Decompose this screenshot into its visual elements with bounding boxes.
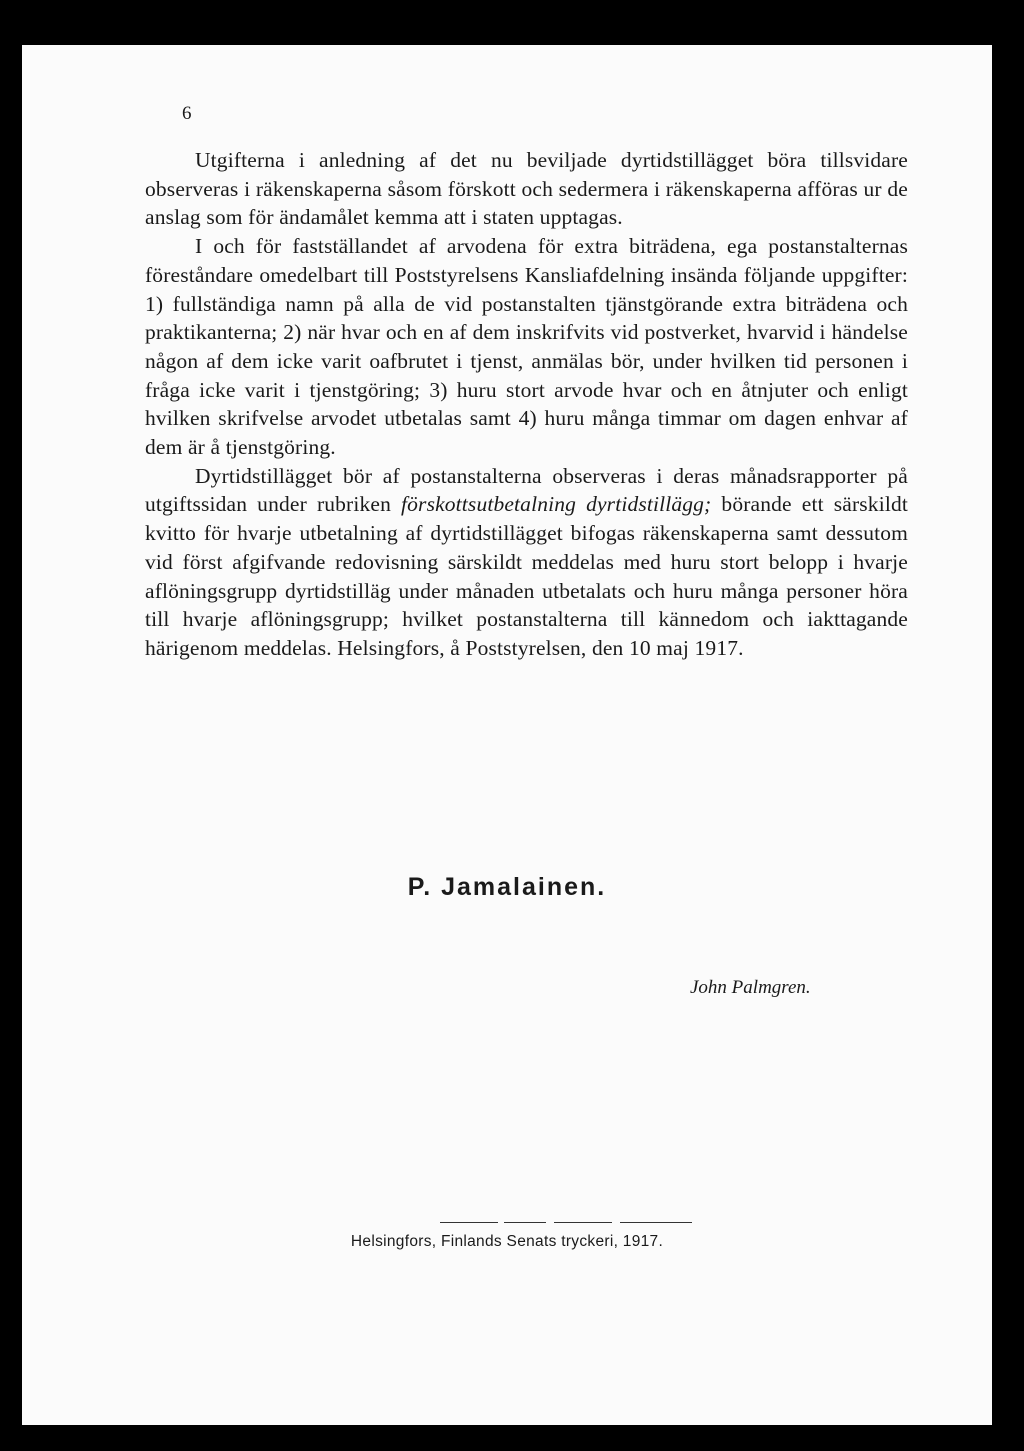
paragraph-3-lead: Dyrtidstillägget bör af postanstalterna observeras i deras månadsrapporter på utgiftssidan under rubriken [145, 463, 908, 517]
footer-rule [504, 1222, 546, 1223]
paragraph-1: Utgifterna i anledning af det nu beviljade dyrtidstillägget böra tillsvidare observeras i räkenskaperna såsom förskott och sedermera i räkenskaperna afföras ur de anslag som för ändamålet kemma att i staten upptagas. [145, 148, 908, 230]
footer-rule [554, 1222, 612, 1223]
printer-imprint: Helsingfors, Finlands Senats tryckeri, 1917. [350, 1233, 664, 1250]
body-text [145, 146, 908, 663]
paragraph-3-rest: börande ett särskildt kvitto för hvarje utbetalning af dyrtidstillägget bifogas räkenskaperna samt dessutom vid först afgifvande redovisning särskildt meddelas med huru stort belopp i hvarje aflöningsgrupp dyrtidstilläg under månaden utbetalats och huru många personer höra till hvarje aflöningsgrupp; hvilket postanstalterna till kännedom och iakttagande härigenom meddelas. Helsingfors, å Poststyrelsen, den 10 maj 1917. [145, 492, 908, 660]
footer-rule [620, 1222, 692, 1223]
signature-secondary: John Palmgren. [690, 977, 811, 998]
signature-primary: P. Jamalainen. [407, 873, 607, 901]
page-number: 6 [182, 103, 192, 124]
paragraph-3 [145, 462, 908, 663]
paragraph-3-rubric: förskottsutbetalning dyrtidstillägg; [401, 492, 712, 517]
footer-rule [440, 1222, 498, 1223]
document-page [22, 45, 992, 1425]
paragraph-2: I och för fastställandet af arvodena för extra biträdena, ega postanstalternas föreståndare omedelbart till Poststyrelsens Kansliafdelning insända följande uppgifter: 1) fullständiga namn på alla de vid postanstalten tjänstgörande extra biträdena och praktikanterna; 2) när hvar och en af dem inskrifvits vid postverket, hvarvid i händelse någon af dem icke varit oafbrutet i tjenst, anmälas bör, under hvilken tid personen i fråga icke varit i tjenstgöring; 3) huru stort arvode hvar och en åtnjuter och enligt hvilken skrifvelse arvodet utbetalas samt 4) huru många timmar om dagen enhvar af dem är å tjenstgöring. [145, 234, 908, 460]
